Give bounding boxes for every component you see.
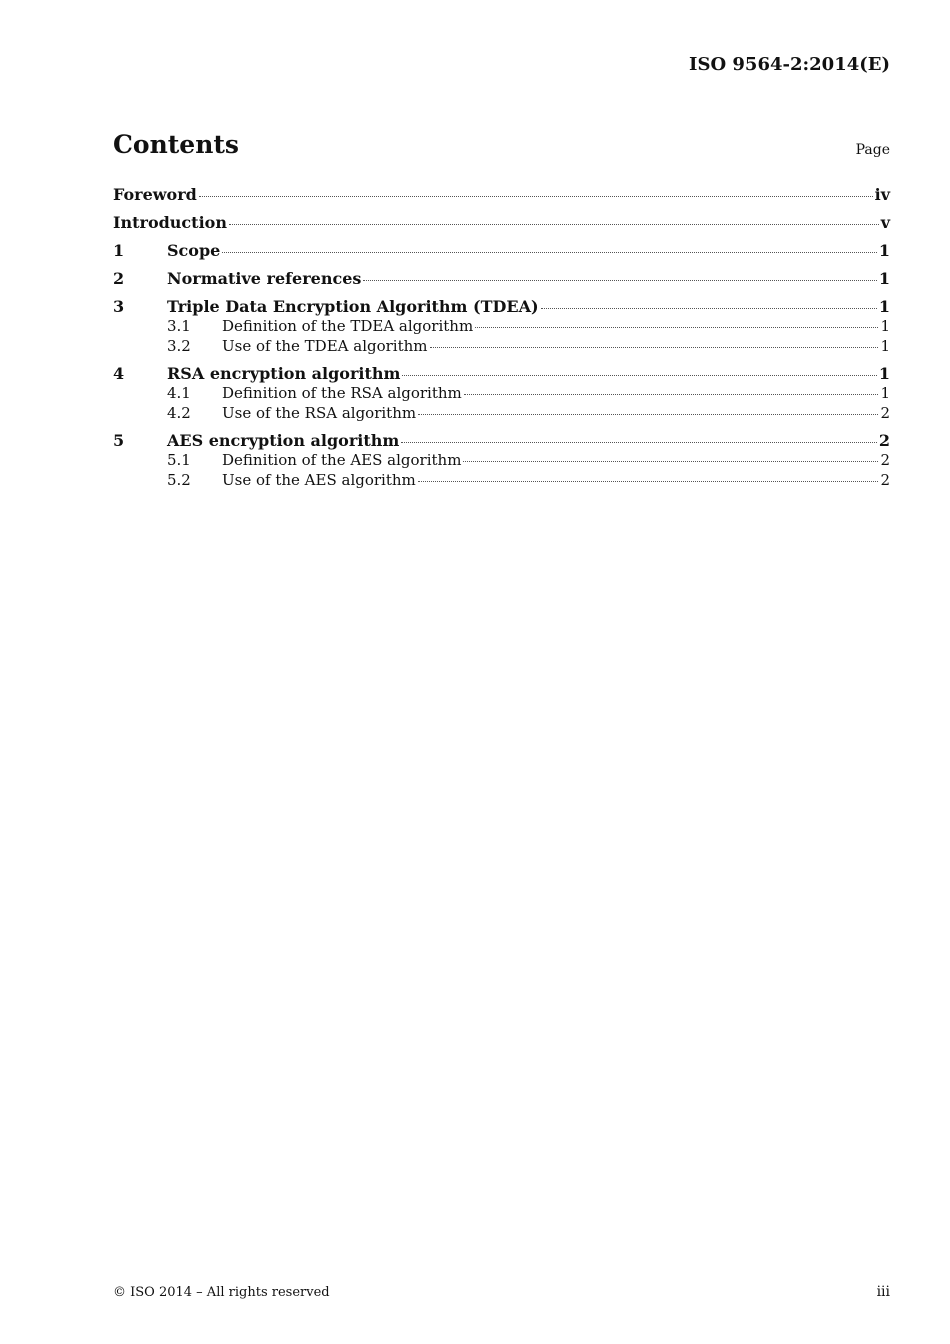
toc-subentry-title: Use of the RSA algorithm (222, 403, 417, 422)
toc-subentry-title: Use of the AES algorithm (222, 470, 416, 489)
dot-leader (199, 196, 873, 197)
toc-subentry-page: 2 (880, 451, 890, 469)
toc-subentry[interactable] (113, 317, 890, 337)
toc-entry-title: Foreword (113, 185, 197, 204)
toc-entry[interactable] (113, 431, 890, 451)
toc-entry[interactable] (113, 213, 890, 241)
toc-subentry[interactable] (113, 404, 890, 424)
toc-subentry[interactable] (113, 471, 890, 491)
dot-leader (464, 394, 879, 395)
contents-title: Contents (113, 130, 240, 159)
toc-entry-title: Scope (167, 241, 221, 260)
document-id: ISO 9564-2:2014(E) (689, 54, 890, 75)
toc-entry-page: 1 (878, 241, 890, 260)
toc-subentry-number: 4.1 (167, 384, 191, 402)
toc-subentry[interactable] (113, 337, 890, 357)
toc-subentry-page: 1 (880, 317, 890, 335)
dot-leader (229, 224, 879, 225)
dot-leader (418, 414, 878, 415)
table-of-contents (113, 185, 890, 490)
toc-subentry-number: 3.1 (167, 317, 191, 335)
dot-leader (541, 308, 877, 309)
toc-subentry-title: Definition of the AES algorithm (222, 451, 462, 469)
toc-subentry-number: 5.2 (167, 470, 191, 489)
toc-subentry-title: Use of the TDEA algorithm (222, 336, 428, 355)
toc-subentry-page: 1 (880, 384, 890, 402)
toc-subentry-page: 1 (880, 336, 890, 355)
dot-leader (402, 375, 876, 376)
dot-leader (475, 327, 878, 328)
dot-leader (430, 347, 879, 348)
toc-entry-page: v (880, 213, 890, 232)
toc-entry-title: AES encryption algorithm (167, 431, 400, 450)
toc-entry-number: 2 (113, 269, 125, 288)
toc-entry-title: Triple Data Encryption Algorithm (TDEA) (167, 297, 539, 316)
toc-subentry[interactable] (113, 451, 890, 471)
toc-entry-title: Normative references (167, 269, 362, 288)
toc-entry-page: 1 (878, 269, 890, 288)
dot-leader (463, 461, 878, 462)
toc-entry-title: RSA encryption algorithm (167, 364, 401, 383)
toc-subentry-title: Definition of the RSA algorithm (222, 384, 462, 402)
toc-subentry-number: 5.1 (167, 451, 191, 469)
dot-leader (222, 252, 877, 253)
toc-entry-number: 4 (113, 364, 125, 383)
toc-entry[interactable] (113, 241, 890, 269)
toc-subentry-page: 2 (880, 403, 890, 422)
toc-subentry-page: 2 (880, 470, 890, 489)
page-number: iii (876, 1284, 890, 1300)
toc-entry-page: 1 (878, 297, 890, 316)
toc-entry-page: 2 (878, 431, 890, 450)
toc-subentry-title: Definition of the TDEA algorithm (222, 317, 474, 335)
toc-entry-number: 1 (113, 241, 125, 260)
dot-leader (418, 481, 879, 482)
toc-entry[interactable] (113, 269, 890, 297)
toc-entry[interactable] (113, 364, 890, 384)
toc-entry-page: iv (874, 185, 890, 204)
toc-entry[interactable] (113, 297, 890, 317)
page-column-label: Page (855, 142, 890, 158)
dot-leader (363, 280, 876, 281)
toc-subentry-number: 4.2 (167, 403, 191, 422)
toc-entry[interactable] (113, 185, 890, 213)
copyright-notice: © ISO 2014 – All rights reserved (113, 1285, 330, 1300)
dot-leader (401, 442, 877, 443)
toc-entry-number: 5 (113, 431, 125, 450)
toc-entry-page: 1 (878, 364, 890, 383)
toc-subentry[interactable] (113, 384, 890, 404)
toc-entry-number: 3 (113, 297, 125, 316)
toc-subentry-number: 3.2 (167, 336, 191, 355)
toc-entry-title: Introduction (113, 213, 227, 232)
